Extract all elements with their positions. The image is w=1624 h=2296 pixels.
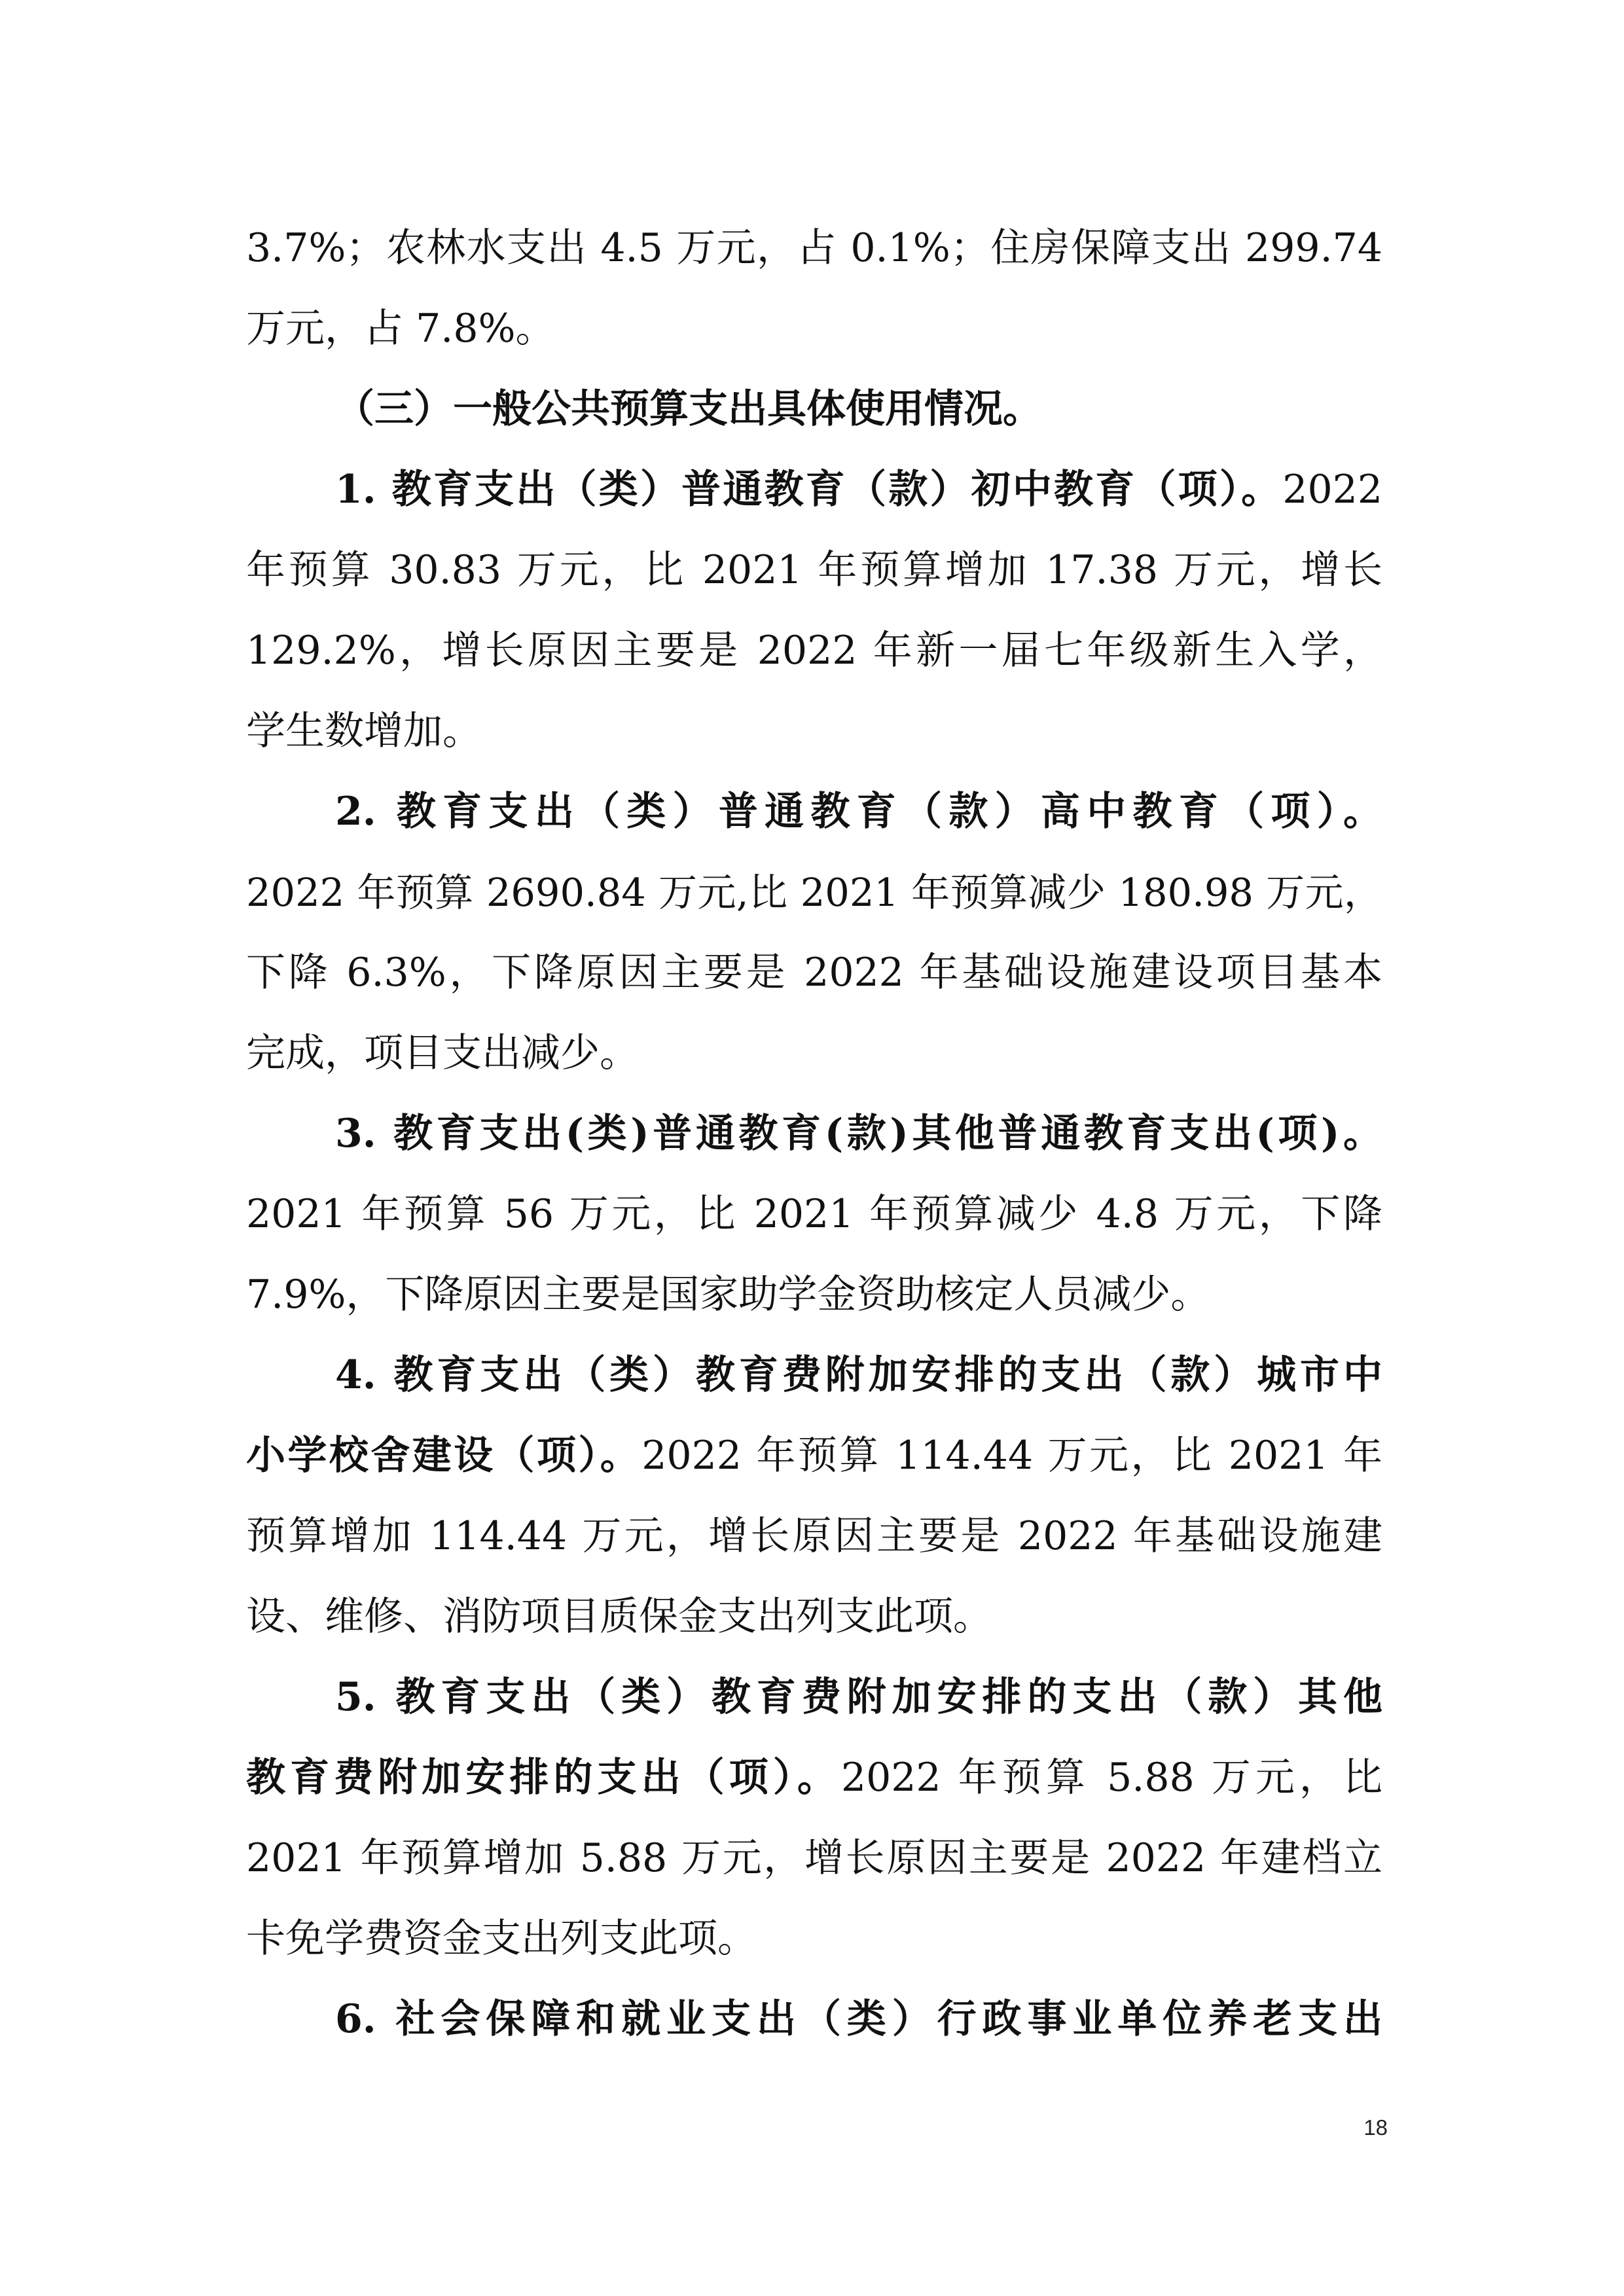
item-heading-line xyxy=(246,1738,1382,1818)
item-heading: 教育费附加安排的支出（项）。 xyxy=(246,1755,841,1801)
item-heading: 3. 教育支出(类)普通教育(款)其他普通教育支出(项)。 xyxy=(335,1111,1382,1157)
line-text: 年预算 30.83 万元，比 2021 年预算增加 17.38 万元，增长 xyxy=(246,547,1382,593)
item-heading: 1. 教育支出（类）普通教育（款）初中教育（项）。 xyxy=(335,467,1283,512)
text-line xyxy=(246,1255,1382,1335)
text-line xyxy=(246,530,1382,611)
text-line xyxy=(246,611,1382,691)
document-body xyxy=(246,208,1382,2060)
item-heading-line xyxy=(246,1416,1382,1496)
line-text: 下降 6.3%，下降原因主要是 2022 年基础设施建设项目基本 xyxy=(246,950,1382,996)
text-line xyxy=(246,691,1382,772)
line-text: 完成，项目支出减少。 xyxy=(246,1030,639,1076)
item-heading-line xyxy=(246,1335,1382,1416)
item-heading-line xyxy=(246,772,1382,852)
item-heading: 6. 社会保障和就业支出（类）行政事业单位养老支出 xyxy=(335,1996,1382,2042)
item-heading-line xyxy=(246,1657,1382,1738)
item-heading: 小学校舍建设（项）。 xyxy=(246,1433,642,1479)
line-text: 学生数增加。 xyxy=(246,708,482,754)
line-text: 2021 年预算增加 5.88 万元，增长原因主要是 2022 年建档立 xyxy=(246,1835,1382,1881)
text-line xyxy=(246,1496,1382,1577)
text-line xyxy=(246,852,1382,933)
line-text: 7.9%，下降原因主要是国家助学金资助核定人员减少。 xyxy=(246,1272,1210,1318)
line-text: 2022 xyxy=(1282,467,1382,512)
item-heading: 4. 教育支出（类）教育费附加安排的支出（款）城市中 xyxy=(335,1352,1382,1398)
text-line xyxy=(246,1818,1382,1899)
line-text: 2022 年预算 114.44 万元，比 2021 年 xyxy=(641,1433,1382,1479)
item-heading: 5. 教育支出（类）教育费附加安排的支出（款）其他 xyxy=(335,1674,1382,1720)
line-text: 2022 年预算 2690.84 万元,比 2021 年预算减少 180.98 万元， xyxy=(246,870,1382,915)
text-line xyxy=(246,1174,1382,1255)
line-text: 2022 年预算 5.88 万元，比 xyxy=(840,1755,1382,1801)
line-text: 预算增加 114.44 万元，增长原因主要是 2022 年基础设施建 xyxy=(246,1513,1382,1559)
text-line xyxy=(246,289,1382,369)
text-line xyxy=(246,1899,1382,1979)
item-heading: 2. 教育支出（类）普通教育（款）高中教育（项）。 xyxy=(335,789,1382,834)
line-text: 3.7%；农林水支出 4.5 万元，占 0.1%；住房保障支出 299.74 xyxy=(246,225,1382,271)
text-line xyxy=(246,208,1382,289)
line-text: 129.2%，增长原因主要是 2022 年新一届七年级新生入学， xyxy=(246,628,1382,673)
item-heading-line xyxy=(246,1979,1382,2060)
line-text: 卡免学费资金支出列支此项。 xyxy=(246,1916,757,1962)
line-text: 万元，占 7.8%。 xyxy=(246,306,555,351)
item-heading-line xyxy=(246,450,1382,530)
text-line xyxy=(246,933,1382,1013)
section-heading xyxy=(246,369,1382,450)
page-number: 18 xyxy=(1363,2115,1388,2140)
item-heading-line xyxy=(246,1094,1382,1174)
text-line xyxy=(246,1013,1382,1094)
text-line xyxy=(246,1577,1382,1657)
line-text: 2021 年预算 56 万元，比 2021 年预算减少 4.8 万元，下降 xyxy=(246,1191,1382,1237)
line-text: 设、维修、消防项目质保金支出列支此项。 xyxy=(246,1594,992,1640)
section-heading-text: （三）一般公共预算支出具体使用情况。 xyxy=(335,386,1042,432)
